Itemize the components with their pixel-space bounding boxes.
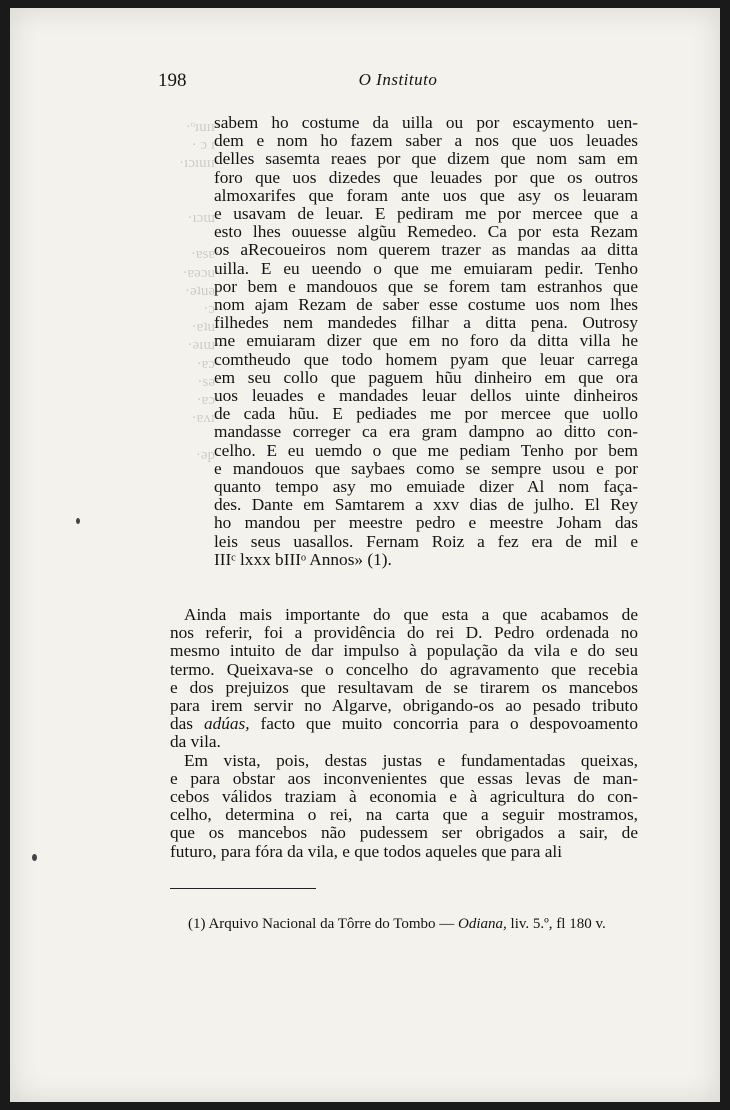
text-line: me emuiaram dizer que em no foro da ditta villa he [214,331,638,351]
text-line: para irem servir no Algarve, obrigando-os ao pesado tributo [170,696,638,716]
text-line: termo. Queixava-se o concelho do agravamento que recebia [170,659,638,679]
footnote-text: Arquivo Nacional da Tôrre do Tombo — [208,916,455,932]
body-text [170,606,638,861]
text-line: uilla. E eu ueendo o que me emuiaram pedir. Tenho [214,258,638,278]
text-line: ho mandou per meestre pedro e meestre Joham das [214,513,638,533]
text-line: Em vista, pois, destas justas e fundamentadas queixas, [184,750,638,770]
text-line: da vila. [170,732,221,752]
text-line: sabem ho costume da uilla ou por escaymento uen- [214,113,638,132]
text-line: filhedes nem mandedes filhar a ditta pena. Outrosy [214,313,638,333]
text-line: dem e nom ho fazem saber a nos que uos leuades [214,131,638,151]
text-line: e dos prejuizos que resultavam de se tirarem os mancebos [170,677,638,697]
ink-speck [32,854,37,861]
running-title: O Instituto [358,70,438,89]
text-line: mesmo intuito de dar impulso à população da vila e do seu [170,641,638,661]
text-line: IIIᶜ lxxx bIIIᵒ Annos» (1). [214,549,392,569]
show-through-text: ·ᵒıuıı· · ɔ ı· ·ıɔıuıı· ·ıɔɯ· ·ɐsɐ· ·ɐǝɔu· ·ǝʇuǝ· ·ɔ· ·ɐʇu· ·ǝıɯ· ·ɐɔ· ·sǝ· ·ɐɔ· ·ɐʌı· ·ǝp· [179,119,220,463]
text-line: cebos válidos traziam à economia e à agricultura do con- [170,787,638,807]
text-line: celho, determina o rei, na carta que a seguir mostramos, [170,805,638,825]
text-line: nom ajam Rezam de saber esse costume uos nom lhes [214,295,638,315]
book-page [10,8,720,1102]
text-line: leis seus uasallos. Fernam Roiz a fez era de mil e [214,531,638,551]
text-line: e usavam de leuar. E pediram me por mercee que a [214,204,638,224]
text-line: que os mancebos não pudessem ser obrigados a sair, de [170,823,638,843]
text-line: uos leuades e mandades leuar dellos uinte dinheiros [214,386,638,406]
text-line: futuro, para fóra da vila, e que todos aqueles que para ali [170,841,563,861]
footnote-divider [170,888,316,889]
footnote-marker: (1) [188,916,206,932]
text-line: delles sasemta reaes por que dizem que nom sam em [214,149,638,169]
text-line: e para obstar aos inconvenientes que essas levas de man- [170,768,638,788]
text-line: por bem e mandouos que se forem tam estranhos que [214,276,638,296]
footnote-ref: liv. 5.º, fl 180 v. [510,916,606,932]
page-number: 198 [158,70,187,91]
text-line: das adúas, facto que muito concorria para o despovoamento [170,714,638,734]
text-line: Ainda mais importante do que esta a que acabamos de [184,605,638,624]
footnote [188,916,648,933]
text-line: almoxarifes que foram ante uos que asy os leuaram [214,185,638,205]
text-line: os aRecoueiros nom querem trazer as mandas aa ditta [214,240,638,260]
text-line: mandasse correger ca era gram dampno ao ditto con- [214,422,638,442]
text-line: celho. E eu uemdo o que me pediam Tenho por bem [214,440,638,460]
text-line: nos referir, foi a providência do rei D. Pedro ordenada no [170,623,638,643]
page-header [158,70,638,94]
text-line: em seu collo que paguem hũu dinheiro em que ora [214,367,638,387]
quoted-document [214,114,638,569]
text-line: e mandouos que saybaes como se sempre usou e por [214,458,638,478]
text-line: comtheudo que todo homem pyam que leuar carrega [214,349,638,369]
ink-speck [76,518,80,524]
text-line: de cada hũu. E pediades me por mercee que uollo [214,404,638,424]
text-line: foro que uos dizedes que leuades por que os outros [214,167,638,187]
text-line: des. Dante em Samtarem a xxv dias de julho. El Rey [214,495,638,515]
text-line: quanto tempo asy mo emuiade dizer Al nom faça- [214,477,638,497]
footnote-source: Odiana, [458,916,507,932]
text-line: esto lhes ouuesse algũu Remedeo. Ca por esta Rezam [214,222,638,242]
